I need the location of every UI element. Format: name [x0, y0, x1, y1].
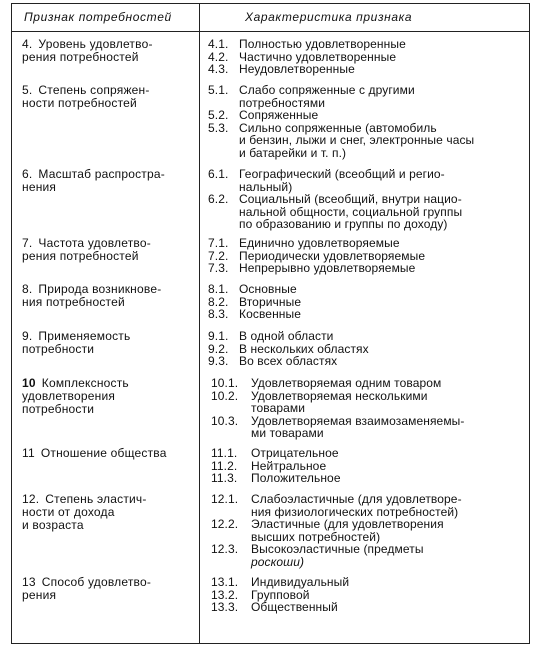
header-characteristic: Характеристика признака	[245, 10, 413, 24]
list-item: 11.2. Нейтральное	[211, 458, 327, 473]
list-item: 11.1. Отрицательное	[211, 446, 339, 460]
needs-classification-table	[11, 3, 530, 644]
list-item: 6.1. Географический (всеобщий и регио- нальный)	[208, 167, 445, 194]
row-characteristics	[208, 330, 526, 368]
row-characteristics	[208, 237, 526, 275]
row-characteristics	[208, 38, 526, 76]
list-item: 8.2. Вторичные	[208, 294, 302, 309]
list-item: 4.2. Частично удовлетворенные	[208, 49, 397, 64]
row-sign: 9. Применяемость потребности	[22, 329, 131, 356]
row-sign: 6. Масштаб распростра- нения	[22, 167, 165, 194]
row-sign: 8. Природа возникнове- ния потребностей	[22, 282, 162, 309]
row-sign: 11 Отношение общества	[22, 446, 167, 460]
list-item: 13.1. Индивидуальный	[211, 575, 350, 589]
list-item: 6.2. Социальный (всеобщий, внутри нацио- нальной общности, социальной группы по образованию и группы по доходу)	[208, 192, 463, 231]
list-item: 10.2. Удовлетворяемая несколькими товарами	[211, 388, 428, 415]
list-item: 7.3. Непрерывно удовлетворяемые	[208, 261, 416, 275]
row-characteristics	[211, 447, 529, 485]
row-sign: 10 Комплексность удовлетворения потребности	[22, 376, 129, 416]
list-item: 7.1. Единично удовлетворяемые	[208, 236, 400, 250]
row-characteristics	[211, 493, 529, 568]
list-item: 13.2. Групповой	[211, 587, 310, 602]
column-divider	[199, 4, 200, 643]
header-divider	[12, 31, 529, 32]
row-characteristics	[208, 283, 526, 321]
list-item: 4.1. Полностью удовлетворенные	[208, 37, 406, 51]
list-item: 9.2. В нескольких областях	[208, 341, 369, 356]
list-item: 5.3. Сильно сопряженные (автомобиль и бензин, лыжи и снег, электронные часы и батарейки и т. п.)	[208, 120, 475, 160]
list-item: 12.2. Эластичные (для удовлетворения высших потребностей)	[211, 517, 444, 544]
row-characteristics	[208, 84, 526, 159]
list-item: 7.2. Периодически удовлетворяемые	[208, 248, 426, 263]
list-item: 4.3. Неудовлетворенные	[208, 62, 355, 76]
list-item: 5.2. Сопряженные	[208, 108, 319, 122]
list-item: 10.1. Удовлетворяемая одним товаром	[211, 376, 442, 390]
list-item: 8.1. Основные	[208, 282, 297, 296]
header-sign: Признак потребностей	[24, 10, 172, 24]
row-sign: 4. Уровень удовлетво- рения потребностей	[22, 37, 153, 64]
row-sign: 12. Степень эластич- ности от дохода и возраста	[22, 492, 147, 532]
list-item: 13.3. Общественный	[211, 600, 338, 614]
list-item: 9.1. В одной области	[208, 329, 334, 343]
list-item: 12.3. Высокоэластичные (предметы роскоши)	[211, 542, 424, 569]
list-item: 10.3. Удовлетворяемая взаимозаменяемы- ми товарами	[211, 413, 465, 440]
row-sign: 7. Частота удовлетво- рения потребностей	[22, 236, 151, 263]
list-item: 9.3. Во всех областях	[208, 354, 338, 368]
list-item: 5.1. Слабо сопряженные с другими потребностями	[208, 83, 415, 110]
row-sign: 5. Степень сопряжен- ности потребностей	[22, 83, 150, 110]
row-characteristics	[211, 576, 529, 614]
list-item: 11.3. Положительное	[211, 471, 341, 485]
list-item: 12.1. Слабоэластичные (для удовлетворе- ния физиологических потребностей)	[211, 492, 462, 519]
row-sign: 13 Способ удовлетво- рения	[22, 575, 152, 602]
row-characteristics	[211, 377, 529, 440]
list-item: 8.3. Косвенные	[208, 307, 302, 321]
row-characteristics	[208, 168, 526, 231]
